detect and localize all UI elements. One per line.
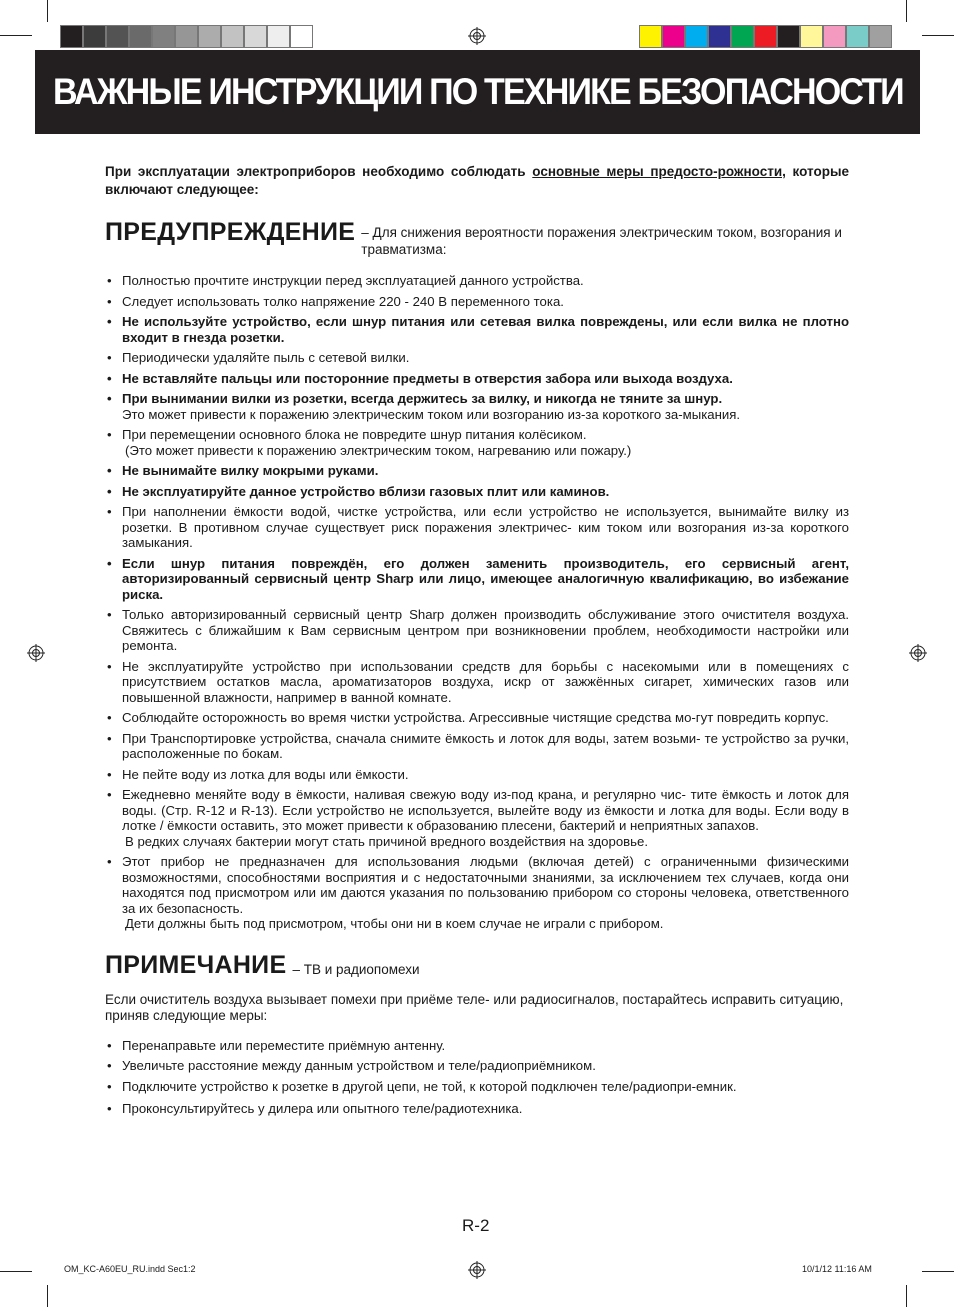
warning-item-text: Этот прибор не предназначен для использования людьми (включая детей) с ограниченными физическими возможностями, способностями восприятия и с недостаточными знаниями, за исключением тех случаев, когда они находятся под присмотром или им даются указания по пользованию прибором со стороны человека, ответственного за их безопасность. bbox=[122, 854, 849, 916]
crop-mark bbox=[906, 1285, 907, 1307]
main-content bbox=[105, 163, 849, 1122]
intro-text: При эксплуатации электроприборов необходимо соблюдать bbox=[105, 164, 533, 179]
color-swatch bbox=[754, 25, 777, 48]
warning-item-text: Периодически удаляйте пыль с сетевой вилки. bbox=[122, 350, 410, 365]
warning-list-item bbox=[105, 556, 849, 603]
intro-underlined-text: основные меры предосто-рожности, bbox=[532, 164, 786, 179]
page-number: R-2 bbox=[462, 1216, 490, 1235]
warning-item-text: Не эксплуатируйте устройство при использовании средств для борьбы с насекомыми или в помещениях с присутствием остатков масла, ароматизаторов воздуха, искр от зажжённых сигарет, химических газов или повышенной влажности, например в ванной комнате. bbox=[122, 658, 849, 705]
crop-mark bbox=[47, 0, 48, 22]
warning-list-item bbox=[105, 659, 849, 706]
warning-item-text: Ежедневно меняйте воду в ёмкости, наливая свежую воду из-под крана, и регулярно чис- тите ёмкость и лоток для воды. (Стр. R-12 и R-13). Если устройство не используется, вылейте воду из ёмкости и лотка для воды. Если воду в лотке / ёмкости оставить, это может привести к образованию плесени, бактерий и неприятных запахов. bbox=[122, 787, 849, 833]
warning-list-item bbox=[105, 607, 849, 654]
cmyk-color-bar bbox=[639, 25, 892, 48]
warning-list-item bbox=[105, 463, 849, 479]
color-swatch bbox=[708, 25, 731, 48]
warning-list-item bbox=[105, 484, 849, 500]
color-swatch bbox=[290, 25, 313, 48]
page-title: ВАЖНЫЕ ИНСТРУКЦИИ ПО ТЕХНИКЕ БЕЗОПАСНОСТИ bbox=[52, 71, 903, 112]
color-swatch bbox=[823, 25, 846, 48]
color-swatch bbox=[869, 25, 892, 48]
warning-heading-row bbox=[105, 219, 849, 258]
warning-item-text: Следует использовать толко напряжение 220 - 240 В переменного тока. bbox=[122, 293, 564, 309]
warning-list-item bbox=[105, 391, 849, 422]
color-swatch bbox=[106, 25, 129, 48]
crop-mark bbox=[922, 35, 954, 36]
note-list-item: • Перенаправьте или переместите приёмную антенну. bbox=[105, 1038, 849, 1054]
warning-item-text: Если шнур питания повреждён, его должен заменить производитель, его сервисный агент, авторизированный сервисный центр Sharp или лицо, имеющее аналогичную квалификацию, во избежание риска. bbox=[122, 555, 849, 602]
registration-mark-icon bbox=[909, 644, 927, 662]
registration-mark-icon bbox=[468, 27, 486, 45]
warning-item-text: Не используйте устройство, если шнур питания или сетевая вилка повреждены, или если вилка не плотно входит в гнезда розетки. bbox=[122, 314, 849, 345]
warning-list-item bbox=[105, 273, 849, 289]
crop-mark bbox=[922, 1271, 954, 1272]
footer-file-info: OM_KC-A60EU_RU.indd Sec1:2 bbox=[64, 1264, 196, 1274]
color-swatch bbox=[221, 25, 244, 48]
color-swatch bbox=[244, 25, 267, 48]
warning-item-text: При Транспортировке устройства, сначала снимите ёмкость и лоток для воды, затем возьми- те устройство за ручки, расположенные по бокам. bbox=[122, 730, 849, 761]
warning-list-item bbox=[105, 504, 849, 551]
warning-list-item bbox=[105, 350, 849, 366]
color-swatch bbox=[60, 25, 83, 48]
crop-mark bbox=[0, 35, 32, 36]
note-list-item: • Подключите устройство к розетке в другой цепи, не той, к которой подключен теле/радиопри-емник. bbox=[105, 1079, 849, 1095]
warning-heading: ПРЕДУПРЕЖДЕНИЕ bbox=[105, 218, 356, 246]
color-swatch bbox=[267, 25, 290, 48]
warning-list-item bbox=[105, 731, 849, 762]
gray-color-bar bbox=[60, 25, 313, 48]
crop-mark bbox=[47, 1285, 48, 1307]
warning-list bbox=[105, 273, 849, 932]
color-swatch bbox=[800, 25, 823, 48]
note-subtitle: – ТВ и радиопомехи bbox=[292, 961, 420, 977]
color-swatch bbox=[685, 25, 708, 48]
warning-list-item bbox=[105, 371, 849, 387]
registration-mark-icon bbox=[468, 1261, 486, 1279]
registration-mark-icon bbox=[27, 644, 45, 662]
warning-subtitle: – Для снижения вероятности поражения электрическим током, возгорания и травматизма: bbox=[361, 225, 842, 257]
title-banner bbox=[35, 50, 920, 134]
warning-list-item bbox=[105, 787, 849, 849]
warning-item-text: Не пейте воду из лотка для воды или ёмкости. bbox=[122, 766, 409, 782]
color-swatch bbox=[662, 25, 685, 48]
note-list-item: • Увеличьте расстояние между данным устройством и теле/радиоприёмником. bbox=[105, 1058, 849, 1074]
color-swatch bbox=[83, 25, 106, 48]
warning-item-text: Полностью прочтите инструкции перед эксплуатацией данного устройства. bbox=[122, 273, 584, 288]
warning-list-item bbox=[105, 314, 849, 345]
note-list bbox=[105, 1038, 849, 1117]
warning-item-text: При вынимании вилки из розетки, всегда держитесь за вилку, и никогда не тяните за шнур. bbox=[122, 391, 723, 406]
warning-item-extra-text: В редких случаях бактерии могут стать причиной вредного воздействия на здоровье. bbox=[125, 833, 649, 849]
warning-item-extra-text: Дети должны быть под присмотром, чтобы они ни в коем случае не играли с прибором. bbox=[125, 916, 664, 931]
warning-list-item bbox=[105, 427, 849, 458]
warning-item-text: Не вынимайте вилку мокрыми руками. bbox=[122, 463, 379, 478]
note-heading: ПРИМЕЧАНИЕ bbox=[105, 950, 287, 979]
crop-mark bbox=[906, 0, 907, 22]
warning-item-text: Не вставляйте пальцы или посторонние предметы в отверстия забора или выхода воздуха. bbox=[122, 370, 733, 386]
color-swatch bbox=[731, 25, 754, 48]
warning-list-item bbox=[105, 854, 849, 932]
warning-list-item bbox=[105, 767, 849, 783]
warning-item-extra-text: (Это может привести к поражению электрическим током, нагреванию или пожару.) bbox=[125, 442, 632, 458]
warning-item-text: Не эксплуатируйте данное устройство вблизи газовых плит или каминов. bbox=[122, 483, 610, 499]
note-list-item: • Проконсультируйтесь у дилера или опытного теле/радиотехника. bbox=[105, 1101, 849, 1117]
footer-timestamp: 10/1/12 11:16 AM bbox=[802, 1264, 872, 1274]
note-paragraph: Если очиститель воздуха вызывает помехи при приёме теле- или радиосигналов, постарайтесь исправить ситуацию, приняв следующие меры: bbox=[105, 991, 844, 1023]
color-swatch bbox=[777, 25, 800, 48]
warning-list-item bbox=[105, 710, 849, 726]
warning-list-item bbox=[105, 294, 849, 310]
intro-text-end: которые включают следующее: bbox=[105, 164, 849, 197]
warning-item-text: Соблюдайте осторожность во время чистки устройства. Агрессивные чистящие средства мо-гут повредить корпус. bbox=[122, 710, 829, 725]
warning-item-text: Только авторизированный сервисный центр Sharp должен производить обслуживание этого очистителя воздуха. Свяжитесь с ближайшим к Вам сервисным центром при возникновении проблем, необходимости настройки или ремонта. bbox=[122, 607, 849, 653]
color-swatch bbox=[175, 25, 198, 48]
color-swatch bbox=[198, 25, 221, 48]
warning-item-extra-text: Это может привести к поражению электрическим током или возгоранию из-за короткого за-мыкания. bbox=[122, 406, 741, 422]
note-heading-row bbox=[105, 952, 849, 978]
crop-mark bbox=[0, 1271, 32, 1272]
warning-item-text: При наполнении ёмкости водой, чистке устройства, или если устройство не используется, вынимайте вилку из розетки. В противном случае существует риск поражения электричес- ким током или возгорания из-за короткого замыкания. bbox=[122, 504, 849, 550]
color-swatch bbox=[129, 25, 152, 48]
color-swatch bbox=[639, 25, 662, 48]
color-swatch bbox=[152, 25, 175, 48]
color-swatch bbox=[846, 25, 869, 48]
intro-paragraph bbox=[105, 163, 849, 199]
warning-item-text: При перемещении основного блока не повредите шнур питания колёсиком. bbox=[122, 427, 587, 442]
